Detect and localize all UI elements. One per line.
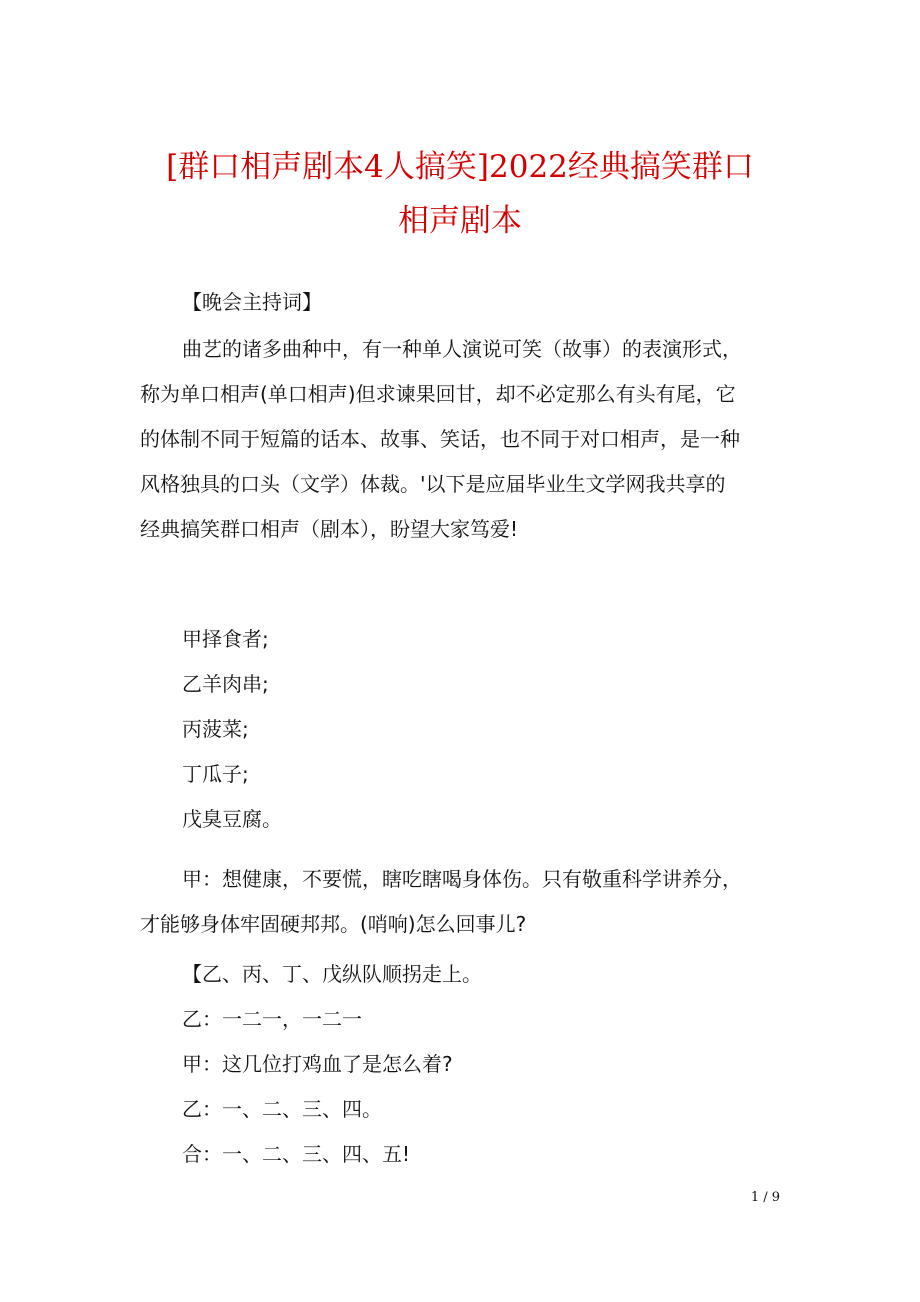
dialogue-line: 【乙、丙、丁、戊纵队顺拐走上。 — [182, 962, 482, 986]
intro-line: 称为单口相声(单口相声)但求谏果回甘，却不必定那么有头有尾，它 — [140, 382, 736, 406]
cast-item: 戊臭豆腐。 — [182, 807, 282, 831]
intro-line: 经典搞笑群口相声（剧本），盼望大家笃爱! — [140, 517, 519, 541]
dialogue-opening — [140, 857, 790, 947]
intro-line: 曲艺的诸多曲种中，有一种单人演说可笑（故事）的表演形式， — [182, 337, 742, 361]
cast-item: 丁瓜子; — [182, 762, 249, 786]
dialogue-line: 甲：想健康，不要慌，瞎吃瞎喝身体伤。只有敬重科学讲养分， — [182, 867, 742, 891]
dialogue-line: 乙：一、二、三、四。 — [182, 1097, 382, 1121]
dialogue-line: 才能够身体牢固硬邦邦。(哨响)怎么回事儿? — [140, 912, 527, 936]
dialogue-line: 甲：这几位打鸡血了是怎么着? — [182, 1052, 453, 1076]
intro-line: 风格独具的口头（文学）体裁。'以下是应届毕业生文学网我共享的 — [140, 472, 726, 496]
dialogue-line: 乙：一二一，一二一 — [182, 1007, 362, 1031]
cast-item: 甲择食者; — [182, 627, 269, 651]
intro-paragraph — [140, 327, 790, 552]
title-line-2: 相声剧本 — [398, 203, 522, 239]
cast-item: 丙菠菜; — [182, 717, 249, 741]
dialogue-block — [140, 952, 790, 1177]
section-heading — [140, 280, 790, 325]
page-indicator: 1 / 9 — [750, 1190, 780, 1205]
document-title — [100, 140, 820, 248]
dialogue-line: 合：一、二、三、四、五! — [182, 1142, 411, 1166]
cast-item: 乙羊肉串; — [182, 672, 269, 696]
cast-list — [140, 617, 790, 842]
heading-text: 【晚会主持词】 — [182, 290, 322, 314]
intro-line: 的体制不同于短篇的话本、故事、笑话，也不同于对口相声，是一种 — [140, 427, 740, 451]
title-line-1: [群口相声剧本4人搞笑]2022经典搞笑群口 — [166, 149, 754, 185]
